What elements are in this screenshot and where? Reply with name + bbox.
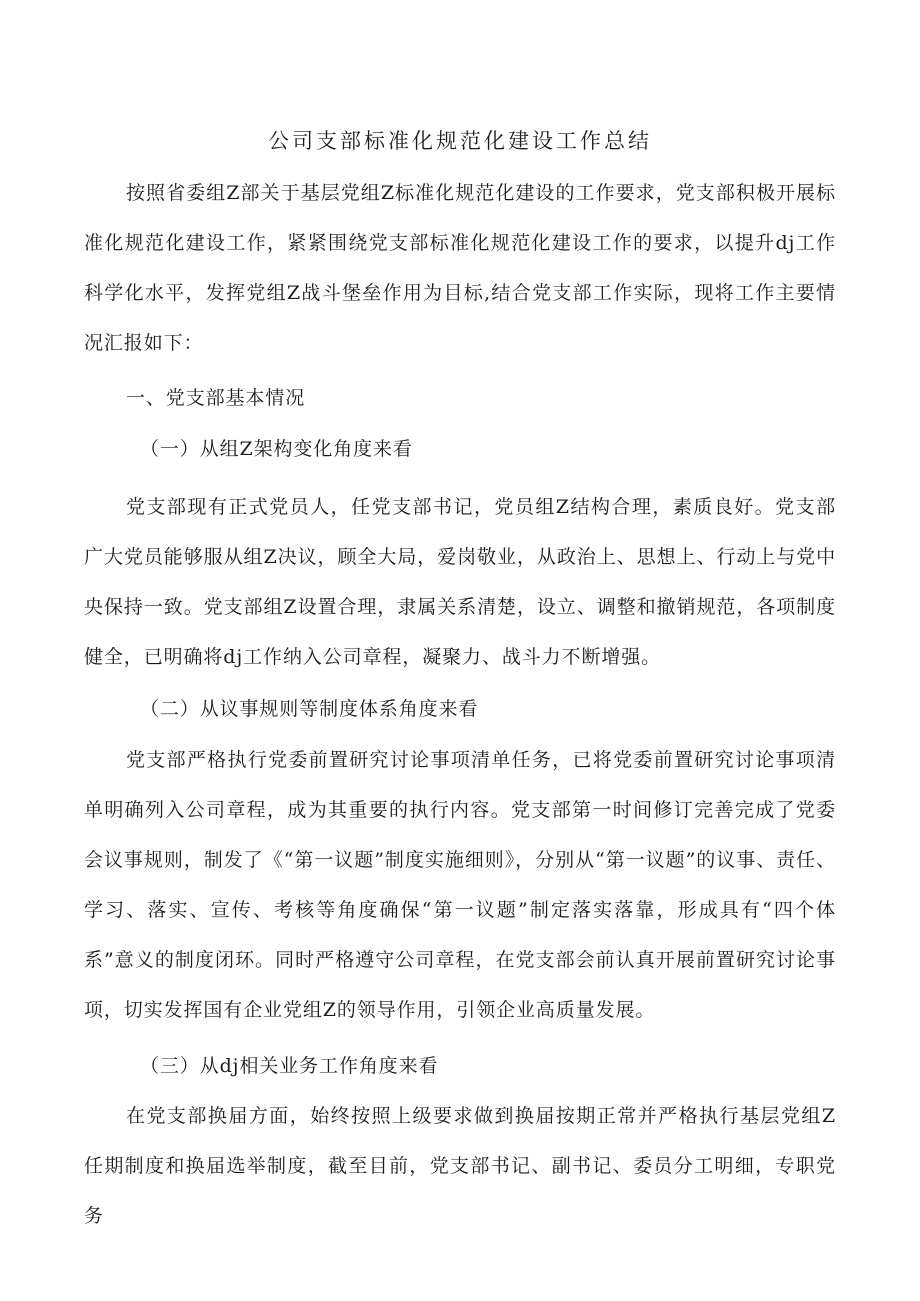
subsection-body-2: 党支部严格执行党委前置研究讨论事项清单任务，已将党委前置研究讨论事项清单明确列入公司章程，成为其重要的执行内容。党支部第一时间修订完善完成了党委会议事规则，制发了《“第一议题”制度实施细则》，分别从“第一议题”的议事、责任、学习、落实、宣传、考核等角度确保“第一议题”制定落实落靠，形成具有“四个体系”意义的制度闭环。同时严格遵守公司章程，在党支部会前认真开展前置研究讨论事项，切实发挥国有企业党组Z的领导作用，引领企业高质量发展。: [84, 749, 836, 1021]
subsection-heading-1: （一）从组Z架构变化角度来看: [140, 438, 413, 460]
subsection-heading-2: （二）从议事规则等制度体系角度来看: [140, 698, 479, 720]
intro-paragraph: 按照省委组Z部关于基层党组Z标准化规范化建设的工作要求，党支部积极开展标准化规范化建设工作，紧紧围绕党支部标准化规范化建设工作的要求，以提升dj工作科学化水平，发挥党组Z战斗堡垒作用为目标,结合党支部工作实际，现将工作主要情况汇报如下：: [84, 182, 836, 354]
subsection-body-3: 在党支部换届方面，始终按照上级要求做到换届按期正常并严格执行基层党组Z任期制度和换届选举制度，截至目前，党支部书记、副书记、委员分工明细，专职党务: [84, 1105, 836, 1227]
subsection-heading-3: （三）从dj相关业务工作角度来看: [140, 1055, 439, 1077]
section-heading-1: 一、党支部基本情况: [126, 387, 306, 409]
document-title: 公司支部标准化规范化建设工作总结: [268, 129, 652, 153]
subsection-body-1: 党支部现有正式党员人，任党支部书记，党员组Z结构合理，素质良好。党支部广大党员能够服从组Z决议，顾全大局，爱岗敬业，从政治上、思想上、行动上与党中央保持一致。党支部组Z设置合理，隶属关系清楚，设立、调整和撤销规范，各项制度健全，已明确将dj工作纳入公司章程，凝聚力、战斗力不断增强。: [84, 496, 836, 668]
